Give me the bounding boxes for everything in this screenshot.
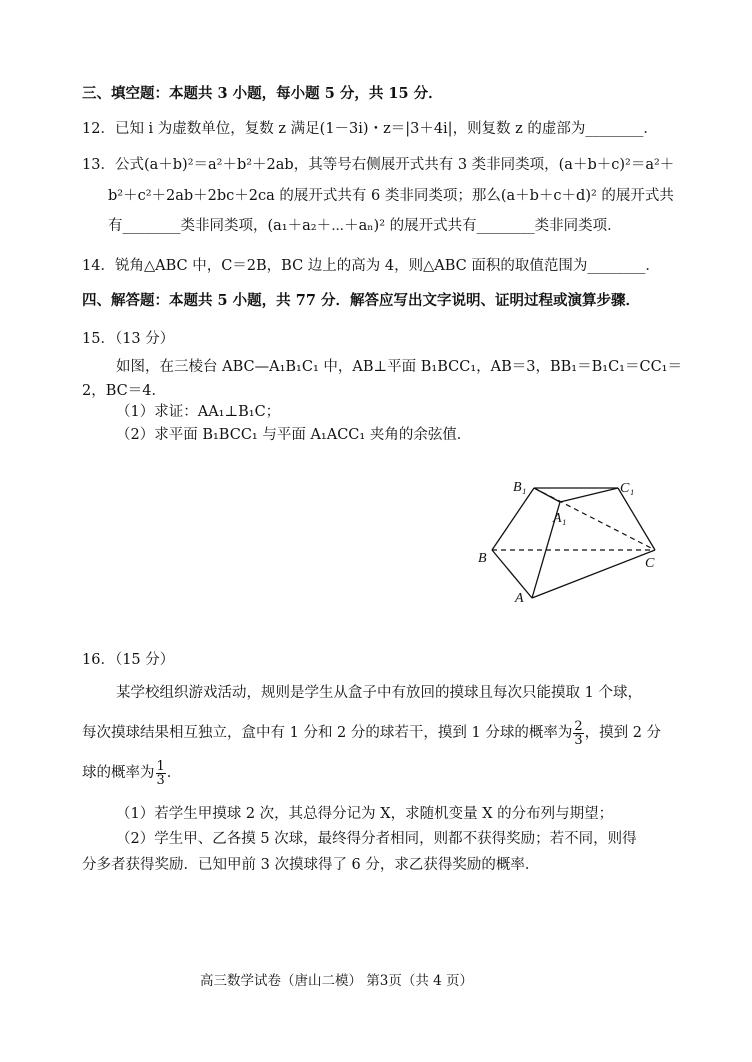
label-a: A xyxy=(515,591,524,606)
section-4-heading: 四、解答题：本题共 5 小题，共 77 分．解答应写出文字说明、证明过程或演算步骤． xyxy=(82,292,640,309)
edge-a1-c1 xyxy=(560,488,618,502)
question-16-part-1: （1）若学生甲摸球 2 次，其总得分记为 X，求随机变量 X 的分布列与期望； xyxy=(116,806,614,822)
question-16-stem-line-3 xyxy=(82,758,181,788)
question-12: 12．已知 i 为虚数单位，复数 z 满足(1－3i)・z＝|3＋4i|，则复数 z 的虚部为________． xyxy=(82,121,658,137)
edge-a-b xyxy=(492,550,532,598)
stem-line-2-text-b: ，摸到 2 分 xyxy=(584,725,662,741)
question-15-part-1: （1）求证：AA₁⊥B₁C； xyxy=(116,404,281,420)
question-16-stem-line-1: 某学校组织游戏活动，规则是学生从盒子中有放回的摸球且每次只能摸取 1 个球， xyxy=(116,685,642,701)
label-b: B xyxy=(478,551,487,566)
page-footer: 高三数学试卷（唐山二模） 第3页（共 4 页） xyxy=(200,973,474,989)
stem-line-3-text-b: ． xyxy=(166,765,182,781)
edge-a-c xyxy=(532,550,655,598)
question-16-header: 16．（15 分） xyxy=(82,652,175,668)
frustum-figure xyxy=(470,470,670,610)
label-b1: B₁ xyxy=(513,480,527,495)
label-a1: A₁ xyxy=(553,511,567,526)
stem-line-2-text-a: 每次摸球结果相互独立，盒中有 1 分和 2 分的球若干，摸到 1 分球的概率为 xyxy=(82,725,573,741)
label-c1: C₁ xyxy=(620,481,635,496)
question-13-line-2: b²＋c²＋2ab＋2bc＋2ca 的展开式共有 6 类非同类项；那么(a＋b＋c＋d)² 的展开式共 xyxy=(108,188,674,204)
fraction-2-denominator: 3 xyxy=(156,772,165,788)
question-13-line-1: 13．公式(a＋b)²＝a²＋b²＋2ab，其等号右侧展开式共有 3 类非同类项，(a＋b＋c)²＝a²＋ xyxy=(82,157,675,173)
question-15-stem-line-2: 2，BC＝4． xyxy=(82,383,166,399)
probability-fraction-2 xyxy=(156,760,166,787)
question-14: 14．锐角△ABC 中，C＝2B，BC 边上的高为 4，则△ABC 面积的取值范围为________． xyxy=(82,258,660,274)
question-15-part-2: （2）求平面 B₁BCC₁ 与平面 A₁ACC₁ 夹角的余弦值． xyxy=(116,427,472,443)
question-16-stem-line-2 xyxy=(82,718,661,748)
label-c: C xyxy=(645,556,655,571)
question-13-line-3: 有________类非同类项，(a₁＋a₂＋⋯＋aₙ)² 的展开式共有________类非同类项． xyxy=(108,218,622,234)
question-16-part-2-line-1: （2）学生甲、乙各摸 5 次球，最终得分者相同，则都不获得奖励；若不同，则得 xyxy=(116,831,637,847)
fraction-2-numerator: 1 xyxy=(156,758,165,774)
question-15-header: 15．（13 分） xyxy=(82,331,175,347)
question-15-stem-line-1: 如图，在三棱台 ABC—A₁B₁C₁ 中，AB⊥平面 B₁BCC₁，AB＝3，BB₁＝B₁C₁＝CC₁＝ xyxy=(116,359,682,375)
stem-line-3-text-a: 球的概率为 xyxy=(82,765,155,781)
fraction-1-denominator: 3 xyxy=(574,732,583,748)
question-16-part-2-line-2: 分多者获得奖励．已知甲前 3 次摸球得了 6 分，求乙获得奖励的概率． xyxy=(82,857,540,873)
fraction-1-numerator: 2 xyxy=(574,718,583,734)
probability-fraction-1 xyxy=(573,720,583,747)
section-3-heading: 三、填空题：本题共 3 小题，每小题 5 分，共 15 分． xyxy=(82,85,443,102)
